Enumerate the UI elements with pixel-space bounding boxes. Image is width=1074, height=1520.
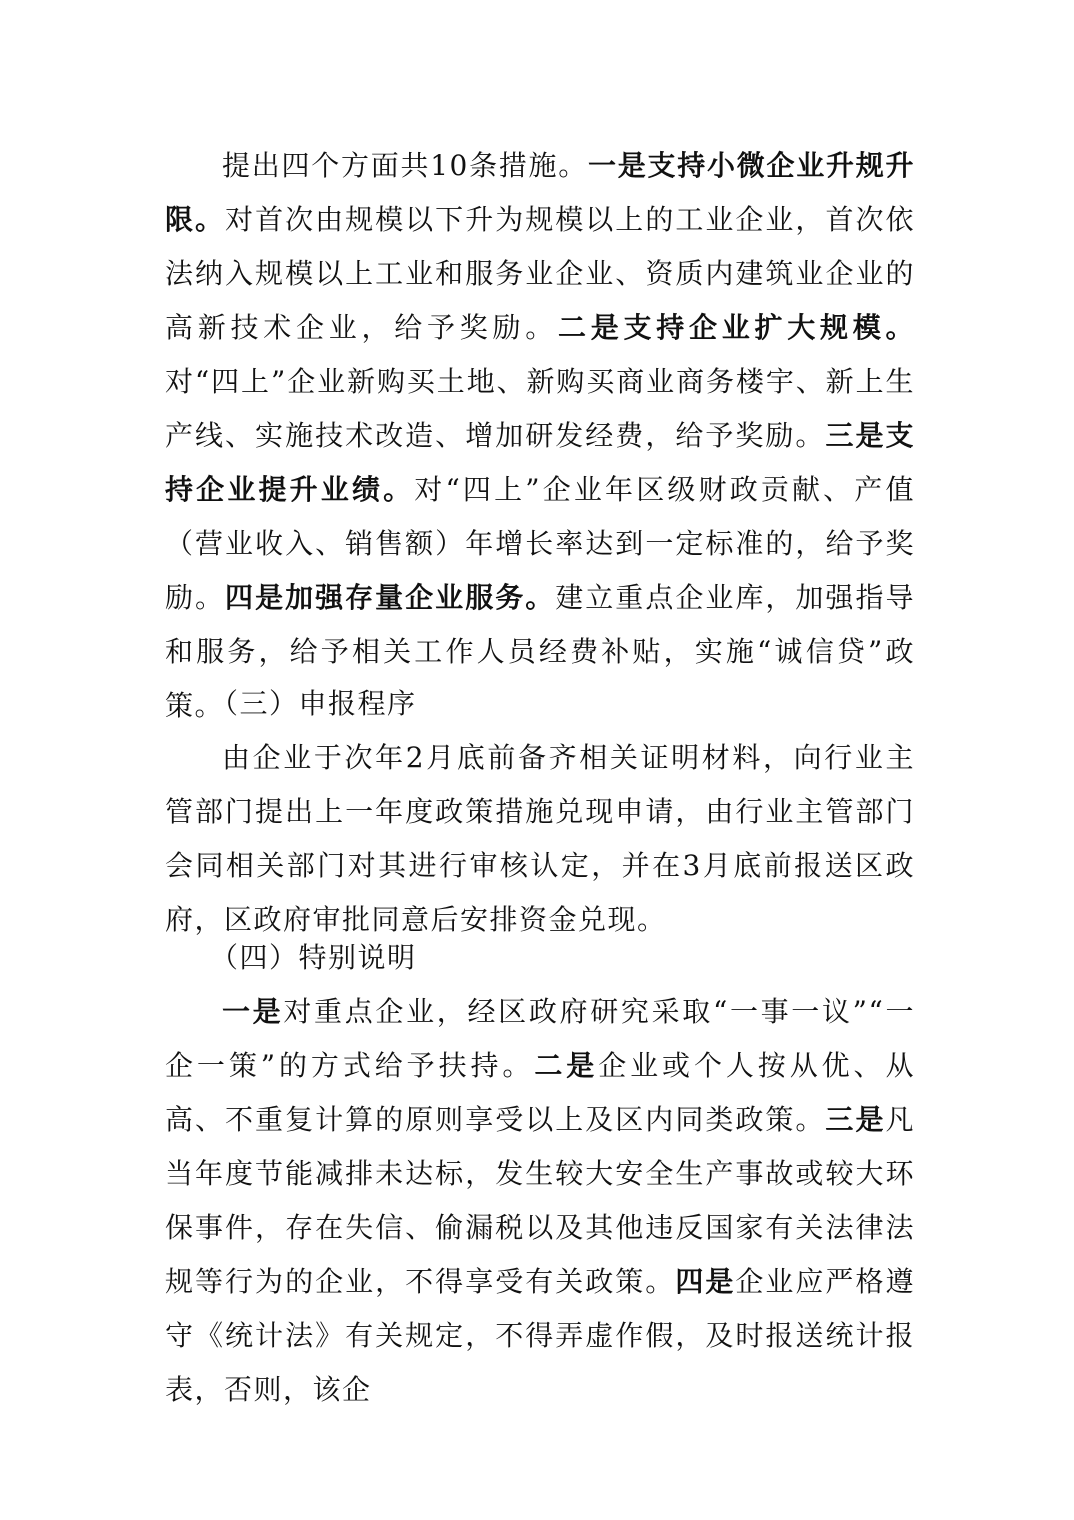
measures-paragraph bbox=[165, 139, 915, 733]
special-paragraph bbox=[165, 985, 915, 1417]
special-2-label: 二是 bbox=[534, 1049, 599, 1082]
special-4-label: 四是 bbox=[675, 1265, 736, 1298]
measure-3-title: 三是支持企业提升业绩。 bbox=[165, 419, 915, 506]
measure-4-text: 建立重点企业库，加强指导和服务，给予相关工作人员经费补贴，实施“诚信贷”政策。 bbox=[165, 581, 915, 722]
special-1-label: 一是 bbox=[222, 995, 284, 1028]
measure-2-text: 对“四上”企业新购买土地、新购买商业商务楼宇、新上生产线、实施技术改造、增加研发经费，给予奖励。 bbox=[165, 365, 915, 452]
measure-1-text: 对首次由规模以下升为规模以上的工业企业，首次依法纳入规模以上工业和服务业企业、资质内建筑业企业的高新技术企业，给予奖励。 bbox=[165, 203, 915, 344]
measure-4-title: 四是加强存量企业服务。 bbox=[225, 581, 556, 614]
application-paragraph: 由企业于次年2月底前备齐相关证明材料，向行业主管部门提出上一年度政策措施兑现申请，由行业主管部门会同相关部门对其进行审核认定，并在3月底前报送区政府，区政府审批同意后安排资金兑现。 bbox=[165, 741, 915, 936]
special-3-text: 凡当年度节能减排未达标，发生较大安全生产事故或较大环保事件，存在失信、偷漏税以及其他违反国家有关法律法规等行为的企业，不得享受有关政策。 bbox=[165, 1103, 915, 1298]
measure-1-title: 一是支持小微企业升规升限。 bbox=[165, 149, 915, 236]
special-3-label: 三是 bbox=[825, 1103, 886, 1136]
section-heading-special: （四）特别说明 bbox=[210, 941, 417, 974]
measures-intro: 提出四个方面共10条措施。 bbox=[222, 149, 589, 182]
special-4-text: 企业应严格遵守《统计法》有关规定，不得弄虚作假，及时报送统计报表，否则，该企 bbox=[165, 1265, 915, 1406]
special-2-text: 企业或个人按从优、从高、不重复计算的原则享受以上及区内同类政策。 bbox=[165, 1049, 915, 1136]
section-heading-application: （三）申报程序 bbox=[210, 687, 417, 720]
measure-3-text: 对“四上”企业年区级财政贡献、产值（营业收入、销售额）年增长率达到一定标准的，给予奖励。 bbox=[165, 473, 915, 614]
special-1-text: 对重点企业，经区政府研究采取“一事一议”“一企一策”的方式给予扶持。 bbox=[165, 995, 915, 1082]
measure-2-title: 二是支持企业扩大规模。 bbox=[557, 311, 915, 344]
